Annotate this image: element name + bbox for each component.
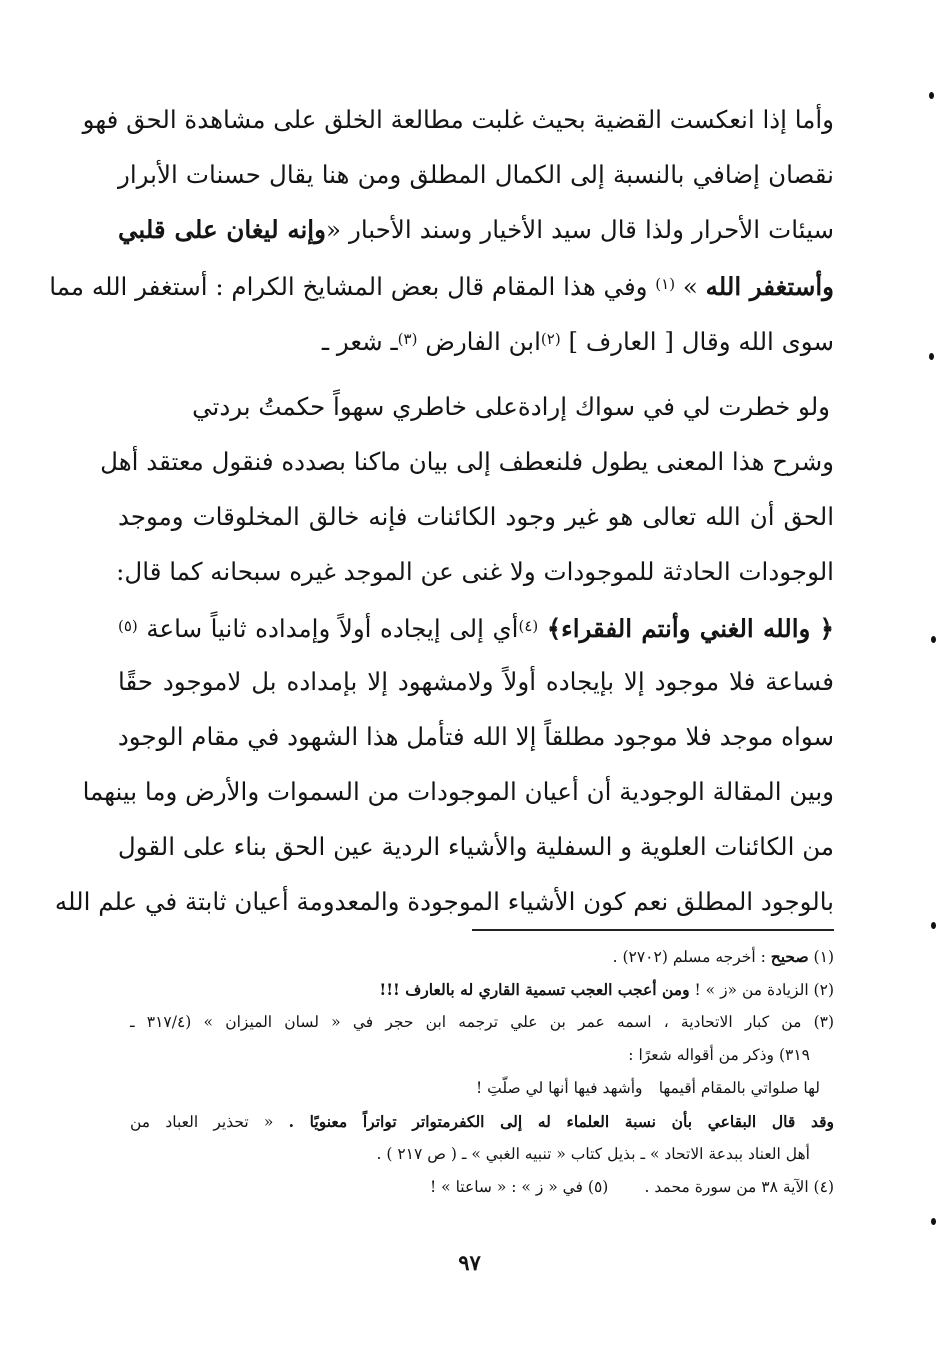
margin-mark: [931, 922, 936, 929]
main-text: [49, 92, 834, 929]
verse-second-hemistich: على خاطري سهواً حكمتُ بردتي: [192, 392, 518, 421]
body-line-6: وشرح هذا المعنى يطول فلنعطف إلى بيان ماكنا بصدده فنقول معتقد أهل: [100, 447, 834, 476]
body-line-3: سيئات الأحرار ولذا قال سيد الأخيار وسند الأحبار «وإنه ليغان على قلبي: [118, 215, 834, 244]
footnote-2: (٢) الزيادة من «ز » ! ومن أعجب العجب تسمية القاري له بالعارف !!!: [379, 980, 834, 999]
body-line-14: بالوجود المطلق نعم كون الأشياء الموجودة والمعدومة أعيان ثابتة في علم الله: [54, 887, 834, 916]
margin-mark: [929, 92, 934, 99]
margin-mark: [931, 1218, 936, 1225]
footnote-ref-5: (٥): [118, 617, 138, 635]
footnote-1: (١) صحيح : أخرجه مسلم (٢٧٠٢) .: [612, 947, 834, 966]
footnote-divider: [472, 929, 834, 931]
footnote-4: (٤) الآية ٣٨ من سورة محمد .: [644, 1178, 834, 1196]
body-line-7: الحق أن الله تعالى هو غير وجود الكائنات فإنه خالق المخلوقات وموجد: [118, 502, 834, 531]
footnotes: [130, 940, 834, 1204]
footnote-ref-1: (١): [655, 275, 676, 293]
body-line-4: وأستغفر الله » $^{(١)}$ وفي هذا المقام قال بعض المشايخ الكرام : أستغفر الله مما: [49, 272, 834, 301]
body-line-11: سواه موجد فلا موجود مطلقاً إلا الله فتأمل هذا الشهود في مقام الوجود: [117, 722, 834, 751]
footnote-ref-2: (٢): [540, 330, 561, 348]
body-line-9: ﴿ والله الغني وأنتم الفقراء﴾ $^{(٤)}$أي إلى إيجاده أولاً وإمداده ثانياً ساعة $^{(٥)}$: [118, 614, 834, 643]
body-line-12: وبين المقالة الوجودية أن أعيان الموجودات من السموات والأرض وما بينهما: [82, 777, 834, 806]
body-line-1: وأما إذا انعكست القضية بحيث غلبت مطالعة الخلق على مشاهدة الحق فهو: [82, 105, 834, 134]
spacer: [118, 367, 834, 379]
footnote-3-line-4: وقد قال البقاعي بأن نسبة العلماء له إلى الكفرمتواتر تواتراً معنويًا . « تحذير العباد من: [130, 1112, 834, 1131]
page-number: ٩٧: [458, 1250, 481, 1275]
body-line-2: نقصان إضافي بالنسبة إلى الكمال المطلق ومن هنا يقال حسنات الأبرار: [118, 160, 834, 189]
footnote-ref-3: (٣): [397, 330, 418, 348]
body-line-5: سوى الله وقال [ العارف ] $^{(٢)}$ابن الفارض $^{(٣)}$ـ شعر ـ: [321, 327, 834, 356]
footnote-3-line-2: ٣١٩) وذكر من أقواله شعرًا :: [628, 1046, 810, 1064]
footnotes-4-5: [130, 1171, 834, 1204]
verse-first-hemistich: ولو خطرت لي في سواك إرادة: [517, 392, 830, 421]
quran-quote: ﴿ والله الغني وأنتم الفقراء﴾: [546, 614, 834, 643]
margin-mark: [929, 353, 934, 360]
footnote-3-verse: لها صلواتي بالمقام أقيمها وأشهد فيها أنها لي صلّتِ !: [476, 1079, 820, 1097]
footnote-3-line-1: (٣) من كبار الاتحادية ، اسمه عمر بن علي ترجمه ابن حجر في « لسان الميزان » (٣١٧/٤ ـ: [130, 1013, 835, 1031]
footnote-5: (٥) في « ز » : « ساعتا » !: [430, 1178, 609, 1196]
body-line-13: من الكائنات العلوية و السفلية والأشياء الردية عين الحق بناء على القول: [117, 832, 834, 861]
body-line-8: الوجودات الحادثة للموجودات ولا غنى عن الموجد غيره سبحانه كما قال:: [116, 557, 834, 586]
margin-mark: [931, 636, 936, 643]
verse: [118, 379, 834, 434]
footnote-ref-4: (٤): [518, 617, 539, 635]
hadith-quote: وإنه ليغان على قلبي: [118, 215, 326, 244]
footnote-3-line-5: أهل العناد ببدعة الاتحاد » ـ بذيل كتاب « تنبيه الغبي » ـ ( ص ٢١٧ ) .: [376, 1145, 810, 1163]
body-line-10: فساعة فلا موجود إلا بإيجاده أولاً ولامشهود إلا بإمداده بل لاموجود حقًا: [118, 667, 834, 696]
